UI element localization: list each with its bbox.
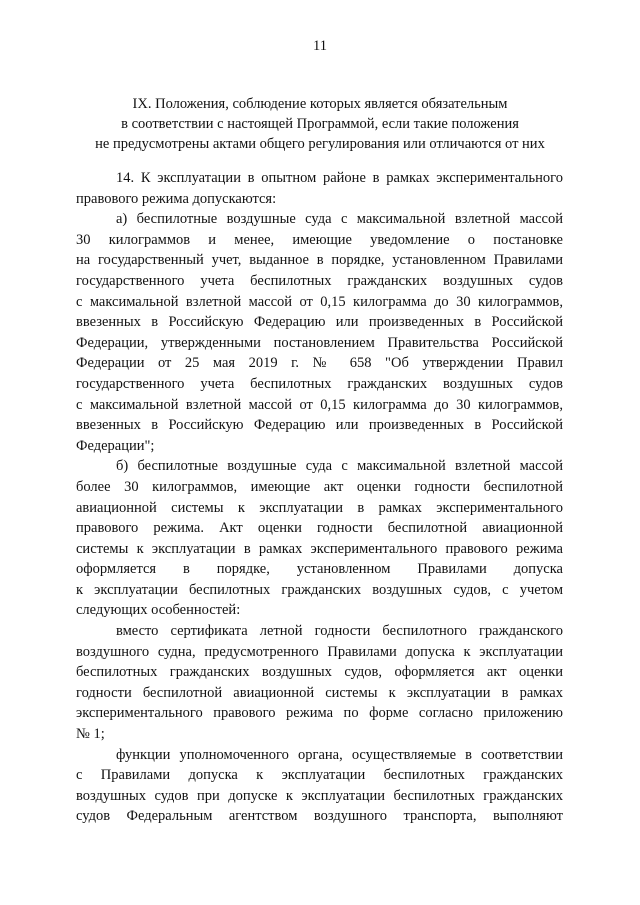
certificate-paragraph-line: годности беспилотной авиационной системы к эксплуатации в рамках [76, 684, 563, 701]
section-heading-line: IX. Положения, соблюдение которых является обязательным [132, 96, 508, 112]
certificate-paragraph-line: вместо сертификата летной годности беспилотного гражданского [116, 623, 563, 640]
certificate-paragraph-line: беспилотных гражданских воздушных судов, оформляется акт оценки [76, 664, 563, 681]
item-b-line: б) беспилотные воздушные суда с максимальной взлетной массой [116, 458, 563, 475]
item-a-line: Федерации, утвержденными постановлением Правительства Российской [76, 334, 563, 351]
document-body [76, 168, 563, 827]
item-a-line: на государственный учет, выданное в порядке, установленном Правилами [76, 252, 563, 269]
item-a-line: Федерации"; [76, 437, 155, 454]
certificate-paragraph-line: воздушного судна, предусмотренного Правилами допуска к эксплуатации [76, 643, 563, 660]
item-b-line: к эксплуатации беспилотных гражданских воздушных судов, с учетом [76, 581, 563, 598]
paragraph-14-line: правового режима допускаются: [76, 190, 277, 207]
certificate-paragraph-line: № 1; [76, 726, 105, 743]
item-b-line: следующих особенностей: [76, 602, 241, 619]
item-a-line: с максимальной взлетной массой от 0,15 килограмма до 30 килограммов, [76, 293, 563, 310]
certificate-paragraph-line: экспериментального правового режима по форме согласно приложению [76, 705, 563, 722]
item-b-line: системы к эксплуатации в рамках экспериментального правового режима [76, 540, 563, 557]
item-a-line: государственного учета беспилотных гражданских воздушных судов [76, 375, 563, 392]
section-heading-line: в соответствии с настоящей Программой, если такие положения [121, 116, 519, 132]
functions-paragraph-line: воздушных судов при допуске к эксплуатации беспилотных гражданских [76, 787, 563, 804]
item-b-line: более 30 килограммов, имеющие акт оценки годности беспилотной [76, 478, 563, 495]
functions-paragraph-line: судов Федеральным агентством воздушного транспорта, выполняют [76, 808, 563, 825]
functions-paragraph-line: функции уполномоченного органа, осуществляемые в соответствии [116, 746, 563, 763]
item-a-line: с максимальной взлетной массой от 0,15 килограмма до 30 килограммов, [76, 396, 563, 413]
page-number: 11 [313, 38, 327, 54]
item-b-line: авиационной системы к эксплуатации в рамках экспериментального [76, 499, 563, 516]
functions-paragraph-line: с Правилами допуска к эксплуатации беспилотных гражданских [76, 767, 563, 784]
item-a-line: государственного учета беспилотных гражданских воздушных судов [76, 272, 563, 289]
item-a-line: ввезенных в Российскую Федерацию или произведенных в Российской [76, 314, 563, 331]
item-b-line: правового режима. Акт оценки годности беспилотной авиационной [76, 520, 563, 537]
section-heading-line: не предусмотрены актами общего регулирования или отличаются от них [95, 136, 545, 152]
item-a-line: 30 килограммов и менее, имеющие уведомление о постановке [76, 231, 563, 248]
item-a-line: ввезенных в Российскую Федерацию или произведенных в Российской [76, 417, 563, 434]
item-a-line: а) беспилотные воздушные суда с максимальной взлетной массой [116, 211, 563, 228]
item-a-line: Федерации от 25 мая 2019 г. № 658 "Об утверждении Правил [76, 355, 563, 372]
paragraph-14-line: 14. К эксплуатации в опытном районе в рамках экспериментального [116, 170, 563, 186]
item-b-line: оформляется в порядке, установленном Правилами допуска [76, 561, 563, 578]
section-heading [40, 94, 600, 154]
